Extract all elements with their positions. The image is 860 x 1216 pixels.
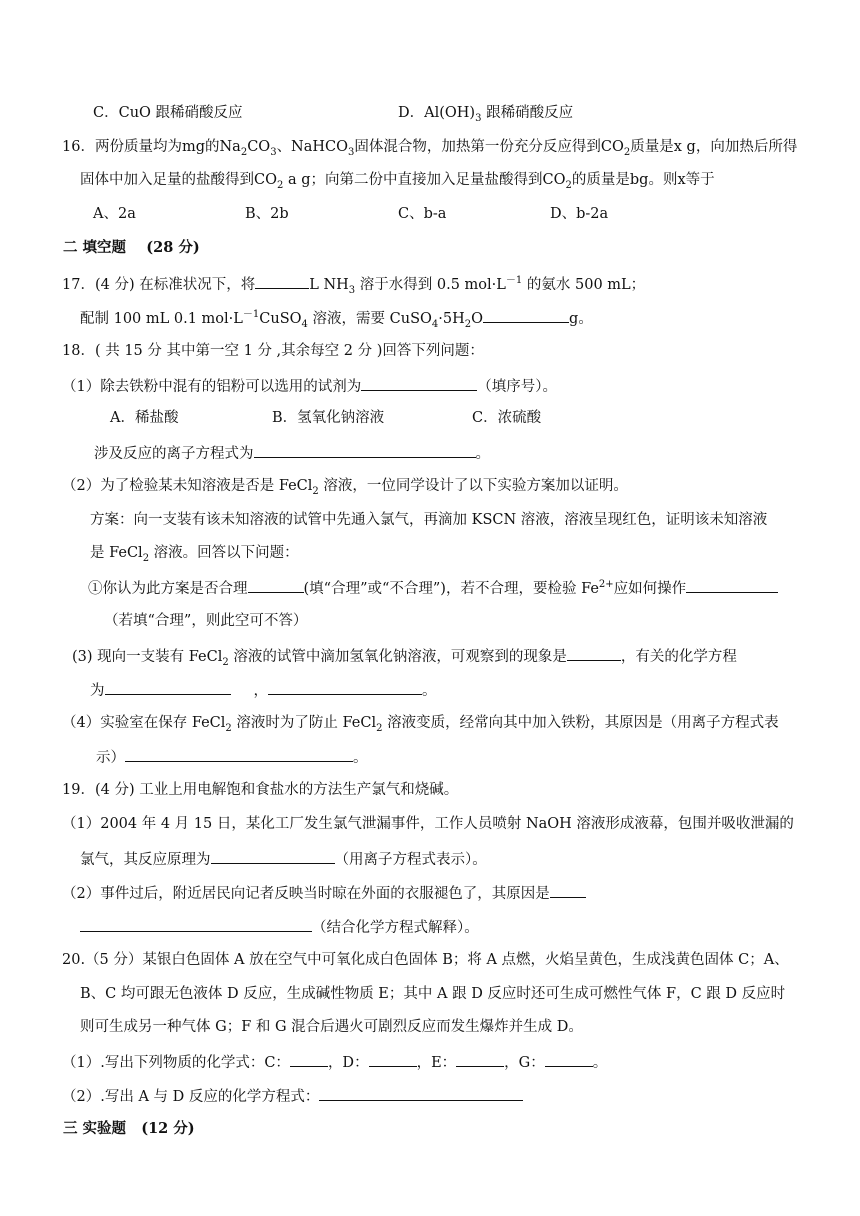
q18-part4: （4）实验室在保存 FeCl$_2$ 溶液时为了防止 FeCl$_2$ 溶液变质，经常向其中加入铁粉，其原因是（用离子方程式表 (62, 715, 779, 734)
q20-blank-e[interactable] (456, 1051, 504, 1067)
q17-line1: 17．(4 分) 在标准状况下，将 L $NH_3$ 溶于水得到 0.5 $mol\cdot L^{-1}$ 的氨水 500 mL； (62, 273, 645, 295)
q18-part2: （2）为了检验某未知溶液是否是 FeCl$_2$ 溶液，一位同学设计了以下实验方案加以证明。 (62, 478, 628, 497)
q20-line3: 则可生成另一种气体 G；F 和 G 混合后遇火可剧烈反应而发生爆炸并生成 D。 (80, 1019, 583, 1035)
q18-blank-phenomenon[interactable] (567, 645, 621, 661)
q19-header: 19．(4 分) 工业上用电解饱和食盐水的方法生产氯气和烧碱。 (62, 782, 459, 798)
q18-plan-line1: 方案：向一支装有该未知溶液的试管中先通入氯气，再滴加 KSCN 溶液，溶液呈现红色，证明该未知溶液 (90, 512, 768, 528)
q20-line1: 20.（5 分）某银白色固体 A 放在空气中可氧化成白色固体 B；将 A 点燃，火焰呈黄色，生成浅黄色固体 C；A、 (62, 952, 789, 968)
q16-option-c: C、b-a (398, 206, 447, 222)
q20-part1: （1）.写出下列物质的化学式：C： ，D： ，E： ，G： 。 (62, 1051, 607, 1073)
q18-plan-line2: 是 FeCl$_2$ 溶液。回答以下问题： (90, 545, 299, 564)
q15-option-c: C．CuO 跟稀硝酸反应 (93, 105, 243, 121)
q18-part3-equations: 为 ， 。 (90, 679, 437, 701)
q18-blank-operation[interactable] (686, 577, 778, 593)
q16-line2: 固体中加入足量的盐酸得到$CO_2$ a g；向第二份中直接加入足量盐酸得到$CO_2$的质量是bg。则x等于 (80, 172, 715, 191)
q18-blank-iron-reason[interactable] (125, 746, 353, 762)
q15-option-d: D．$Al(OH)_3$ 跟稀硝酸反应 (398, 105, 574, 124)
q20-blank-c[interactable] (290, 1051, 328, 1067)
q17-blank-1[interactable] (255, 273, 309, 289)
q19-blank-ionic[interactable] (211, 848, 335, 864)
q16-option-a: A、2a (93, 206, 136, 222)
q16-option-b: B、2b (245, 206, 289, 222)
q18-blank-reasonable[interactable] (248, 577, 304, 593)
q18-header: 18．( 共 15 分 其中第一空 1 分 ,其余每空 2 分 )回答下列问题： (62, 343, 484, 359)
q16-option-d: D、b-2a (550, 206, 609, 222)
q18-blank-equation-1[interactable] (105, 679, 231, 695)
q17-line2: 配制 100 mL 0.1 $mol\cdot L^{-1}CuSO_4$ 溶液，需要 $CuSO_4\cdot 5H_2O$ g。 (80, 307, 593, 329)
q16-line1: 16．两份质量均为mg的$Na_2CO_3$、NaHCO$_3$固体混合物，加热第一份充分反应得到$CO_2$质量是x g，向加热后所得 (62, 139, 798, 158)
q18-blank-reagent[interactable] (361, 375, 477, 391)
q18-option-c: C．浓硫酸 (472, 410, 542, 426)
q19-blank-reason-a[interactable] (550, 882, 586, 898)
q20-blank-d[interactable] (369, 1051, 417, 1067)
q20-blank-equation[interactable] (319, 1085, 523, 1101)
q19-blank-reason-b[interactable] (80, 916, 312, 932)
q19-part1: （1）2004 年 4 月 15 日，某化工厂发生氯气泄漏事件，工作人员喷射 NaOH 溶液形成液幕，包围并吸收泄漏的 (62, 816, 794, 832)
section-2-heading: 二 填空题 (28 分) (63, 239, 200, 256)
q18-part1: （1）除去铁粉中混有的铝粉可以选用的试剂为 （填序号）。 (62, 375, 557, 397)
q18-question-1-note: （若填“合理”，则此空可不答） (104, 613, 308, 629)
q17-blank-2[interactable] (483, 307, 569, 323)
q18-question-1: ①你认为此方案是否合理 (填“合理”或“不合理”)，若不合理，要检验 $Fe^{2+}$应如何操作 (88, 577, 778, 599)
q18-part4-answer: 示） 。 (96, 746, 368, 768)
q18-part3: (3) 现向一支装有 FeCl$_2$ 溶液的试管中滴加氢氧化钠溶液，可观察到的现象是 ，有关的化学方程 (72, 645, 737, 667)
q18-ionic-equation: 涉及反应的离子方程式为 。 (94, 442, 490, 464)
q19-part1-answer: 氯气，其反应原理为 （用离子方程式表示）。 (80, 848, 487, 870)
q18-option-a: A．稀盐酸 (110, 410, 179, 426)
q20-part2: （2）.写出 A 与 D 反应的化学方程式： (62, 1085, 523, 1107)
section-3-heading: 三 实验题 (12 分) (63, 1120, 195, 1137)
q20-blank-g[interactable] (545, 1051, 593, 1067)
q19-part2-answer: （结合化学方程式解释）。 (80, 916, 479, 938)
q19-part2: （2）事件过后，附近居民向记者反映当时晾在外面的衣服褪色了，其原因是 (62, 882, 586, 904)
q18-blank-ionic[interactable] (254, 442, 476, 458)
q20-line2: B、C 均可跟无色液体 D 反应，生成碱性物质 E；其中 A 跟 D 反应时还可生成可燃性气体 F，C 跟 D 反应时 (80, 986, 786, 1002)
q18-blank-equation-2[interactable] (268, 679, 422, 695)
q18-option-b: B．氢氧化钠溶液 (272, 410, 385, 426)
